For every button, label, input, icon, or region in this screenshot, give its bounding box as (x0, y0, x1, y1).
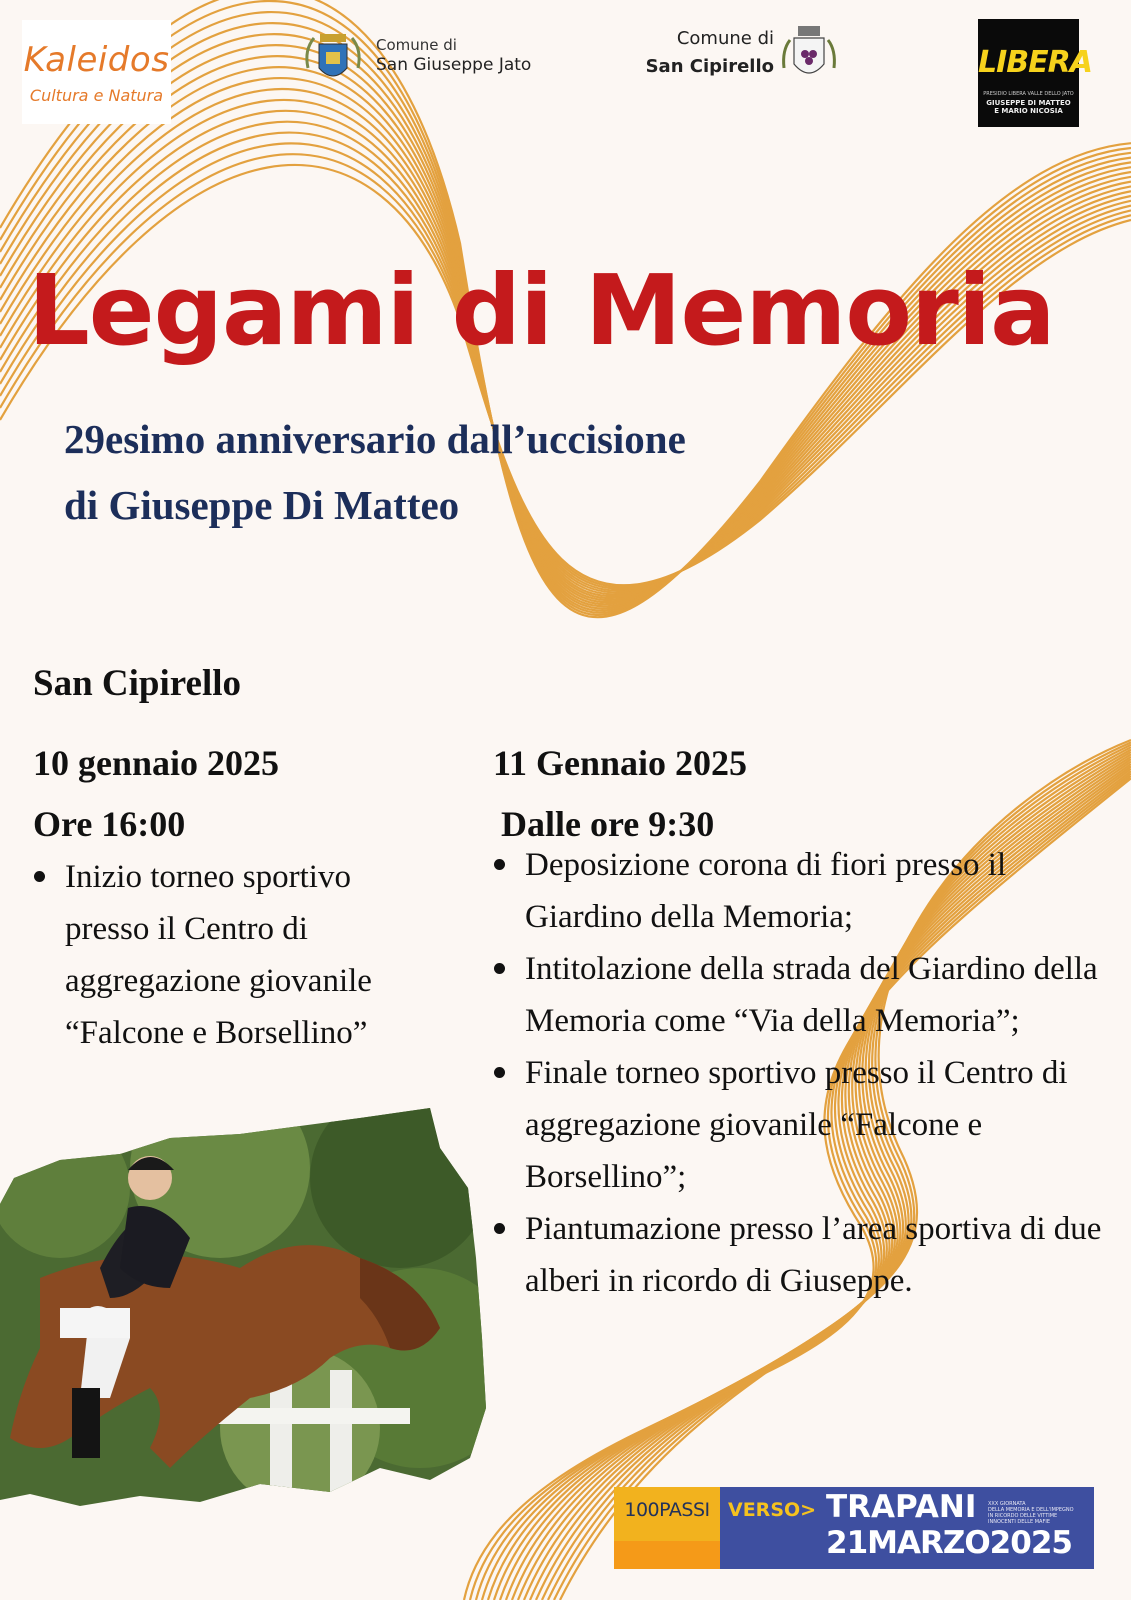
list-item: Deposizione corona di fiori presso il Giardino della Memoria; (493, 839, 1125, 943)
subtitle-line1: 29esimo anniversario dall’uccisione (64, 416, 686, 462)
libera-logo-line2 (982, 99, 1075, 115)
libera-logo (978, 19, 1092, 127)
banner-verso: VERSO> (728, 1499, 817, 1521)
list-item: Finale torneo sportivo presso il Centro di aggregazione giovanile “Falcone e Borsellino”; (493, 1047, 1125, 1203)
kaleidos-logo-name: Kaleidos (23, 40, 170, 80)
banner-city: TRAPANI (826, 1489, 977, 1525)
day2-program-list (493, 839, 1125, 1307)
banner-small-line2: DELLA MEMORIA E DELL'IMPEGNO (988, 1507, 1074, 1513)
san-giuseppe-jato-crest-icon (302, 28, 364, 90)
day1-program-list (33, 851, 443, 1059)
banner-100passi: 100PASSI (624, 1499, 710, 1521)
event-place: San Cipirello (33, 663, 241, 704)
day2-time: Dalle ore 9:30 (501, 804, 715, 844)
list-item: Piantumazione presso l’area sportiva di due alberi in ricordo di Giuseppe. (493, 1203, 1125, 1307)
san-cipirello-crest-icon (778, 24, 840, 94)
banner-orange-strip (614, 1541, 720, 1569)
banner-small-text (988, 1501, 1092, 1525)
banner-small-line3: IN RICORDO DELLE VITTIME (988, 1513, 1058, 1519)
libera-logo-line2-text: GIUSEPPE DI MATTEO (986, 99, 1071, 107)
horse-rider-photo (0, 1108, 486, 1508)
day1-time: Ore 16:00 (33, 804, 186, 844)
san-giuseppe-jato-line2: San Giuseppe Jato (376, 55, 532, 75)
kaleidos-logo (22, 20, 171, 124)
san-cipirello-line2: San Cipirello (645, 56, 774, 77)
list-item: Intitolazione della strada del Giardino della Memoria come “Via della Memoria”; (493, 943, 1125, 1047)
list-item: Inizio torneo sportivo presso il Centro di aggregazione giovanile “Falcone e Borsellino” (33, 851, 443, 1059)
libera-logo-line3-text: E MARIO NICOSIA (994, 107, 1063, 115)
san-giuseppe-jato-line1: Comune di (376, 36, 457, 54)
libera-logo-line1: PRESIDIO LIBERA VALLE DELLO JATO (983, 91, 1074, 97)
subtitle (64, 406, 686, 538)
day1-column (33, 742, 443, 1059)
libera-logo-name: LIBERA (978, 45, 1092, 80)
san-giuseppe-jato-logo (302, 26, 562, 90)
kaleidos-logo-tagline: Cultura e Natura (29, 86, 164, 105)
banner-small-line4: INNOCENTI DELLE MAFIE (988, 1519, 1050, 1525)
san-cipirello-line1: Comune di (676, 28, 774, 49)
banner-small-line1: XXX GIORNATA (988, 1501, 1026, 1507)
day2-date: 11 Gennaio 2025 (493, 743, 748, 783)
page-title: Legami di Memoria (28, 254, 1055, 367)
subtitle-line2: di Giuseppe Di Matteo (64, 482, 460, 528)
san-cipirello-logo (640, 24, 840, 94)
banner-date: 21MARZO2025 (826, 1525, 1072, 1561)
day2-column (493, 742, 1125, 1307)
day1-date: 10 gennaio 2025 (33, 743, 280, 783)
trapani-banner (614, 1487, 1094, 1569)
